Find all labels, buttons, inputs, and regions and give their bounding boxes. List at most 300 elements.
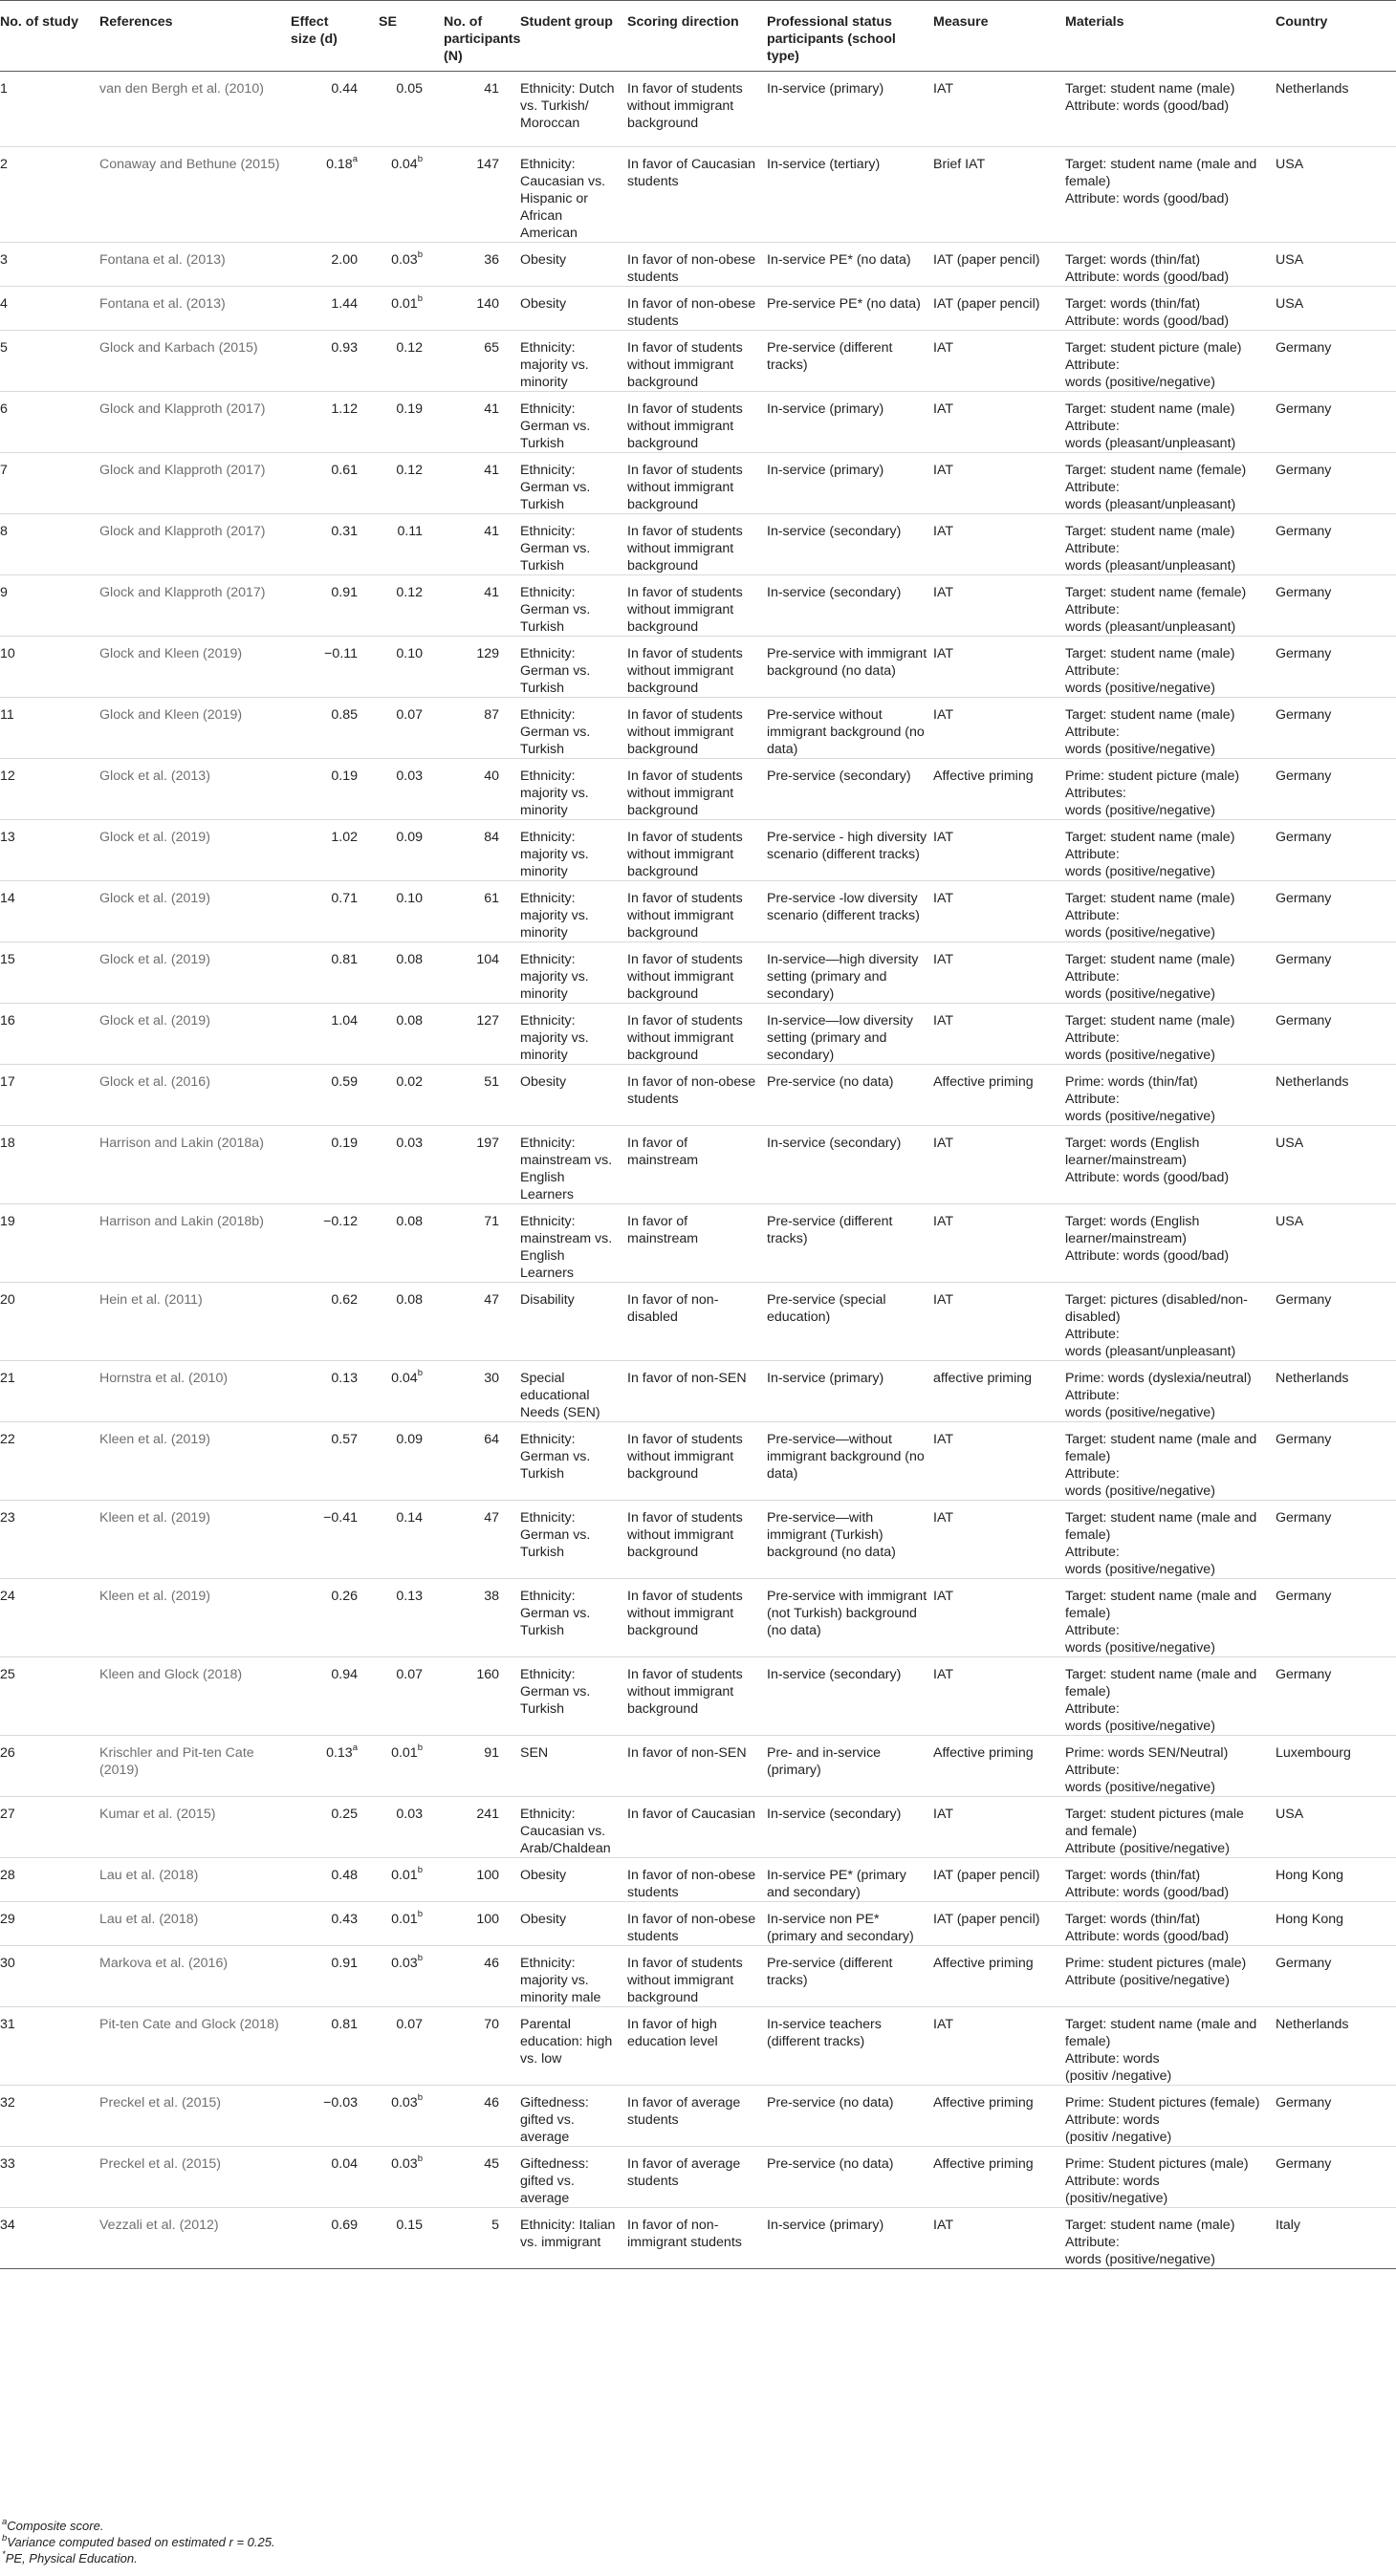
cell-measure: IAT: [933, 1657, 1065, 1736]
cell-student-group: Disability: [520, 1283, 627, 1361]
cell-effect-size: [291, 2147, 379, 2208]
cell-participants: 40: [444, 759, 520, 820]
cell-professional-status: In-service (secondary): [767, 575, 933, 637]
cell-study-no: 28: [0, 1858, 99, 1902]
table-row: [0, 1797, 1396, 1858]
se-footnote-mark: b: [417, 2154, 423, 2165]
cell-materials: [1065, 1736, 1276, 1797]
cell-participants: 38: [444, 1579, 520, 1657]
se-value: 0.01: [391, 1745, 418, 1761]
cell-effect-size: [291, 698, 379, 759]
cell-measure: IAT: [933, 1797, 1065, 1858]
materials-line: (positiv /negative): [1065, 2130, 1172, 2145]
cell-country: USA: [1276, 1797, 1396, 1858]
cell-scoring-direction: In favor of non-obese students: [627, 1902, 767, 1946]
cell-measure: IAT: [933, 331, 1065, 392]
cell-scoring-direction: In favor of students without immigrant background: [627, 1004, 767, 1065]
cell-reference: Glock and Klapproth (2017): [99, 514, 291, 575]
effect-size-value: 0.19: [331, 1136, 358, 1151]
cell-effect-size: [291, 575, 379, 637]
se-footnote-mark: b: [417, 2092, 423, 2104]
cell-se: [379, 575, 444, 637]
cell-materials: [1065, 1657, 1276, 1736]
cell-participants: 36: [444, 243, 520, 287]
materials-line: words (positive/negative): [1065, 681, 1215, 696]
cell-participants: 100: [444, 1902, 520, 1946]
cell-se: [379, 2007, 444, 2086]
effect-size-value: 2.00: [331, 252, 358, 268]
cell-professional-status: Pre-service with immigrant background (no data): [767, 637, 933, 698]
cell-professional-status: In-service (primary): [767, 1361, 933, 1422]
cell-scoring-direction: In favor of non-obese students: [627, 243, 767, 287]
cell-materials: [1065, 637, 1276, 698]
col-header-country: Country: [1276, 1, 1396, 72]
cell-se: [379, 1501, 444, 1579]
effect-size-value: 0.93: [331, 340, 358, 356]
cell-country: USA: [1276, 1204, 1396, 1283]
cell-reference: Kleen et al. (2019): [99, 1501, 291, 1579]
materials-line: words (pleasant/unpleasant): [1065, 619, 1236, 635]
materials-line: Target: words (thin/fat): [1065, 296, 1201, 312]
cell-se: [379, 698, 444, 759]
cell-student-group: Ethnicity: mainstream vs. English Learners: [520, 1126, 627, 1204]
cell-country: USA: [1276, 147, 1396, 243]
materials-line: Target: student name (male and female): [1065, 157, 1257, 189]
table-row: [0, 1204, 1396, 1283]
cell-student-group: Ethnicity: Dutch vs. Turkish/ Moroccan: [520, 72, 627, 147]
table-row: [0, 2147, 1396, 2208]
cell-se: [379, 1946, 444, 2007]
cell-professional-status: In-service non PE* (primary and secondary): [767, 1902, 933, 1946]
cell-measure: IAT: [933, 514, 1065, 575]
cell-measure: Affective priming: [933, 1946, 1065, 2007]
cell-participants: 241: [444, 1797, 520, 1858]
cell-reference: van den Bergh et al. (2010): [99, 72, 291, 147]
cell-scoring-direction: In favor of average students: [627, 2147, 767, 2208]
cell-materials: [1065, 331, 1276, 392]
se-value: 0.11: [397, 524, 423, 539]
cell-country: Hong Kong: [1276, 1902, 1396, 1946]
materials-line: (positiv /negative): [1065, 2068, 1172, 2084]
materials-line: Attribute:: [1065, 1327, 1120, 1342]
table-row: [0, 453, 1396, 514]
table-row: [0, 1065, 1396, 1126]
materials-line: Attribute:: [1065, 908, 1120, 923]
cell-country: Germany: [1276, 453, 1396, 514]
table-row: [0, 331, 1396, 392]
cell-participants: 47: [444, 1283, 520, 1361]
materials-line: Target: words (thin/fat): [1065, 252, 1201, 268]
cell-effect-size: [291, 2086, 379, 2147]
cell-se: [379, 392, 444, 453]
effect-size-footnote-mark: a: [352, 1743, 358, 1754]
cell-country: Germany: [1276, 2086, 1396, 2147]
cell-measure: IAT: [933, 1501, 1065, 1579]
cell-materials: [1065, 2208, 1276, 2269]
cell-country: Germany: [1276, 575, 1396, 637]
effect-size-value: 0.91: [331, 585, 358, 600]
cell-country: Germany: [1276, 698, 1396, 759]
materials-line: Prime: Student pictures (female): [1065, 2095, 1260, 2111]
cell-student-group: Ethnicity: German vs. Turkish: [520, 453, 627, 514]
cell-se: [379, 1657, 444, 1736]
cell-measure: IAT: [933, 820, 1065, 881]
cell-reference: Preckel et al. (2015): [99, 2147, 291, 2208]
materials-line: Target: student name (male): [1065, 646, 1235, 661]
col-header-references: References: [99, 1, 291, 72]
cell-reference: Glock et al. (2019): [99, 820, 291, 881]
cell-se: [379, 453, 444, 514]
effect-size-value: 1.12: [331, 401, 358, 417]
cell-participants: 41: [444, 392, 520, 453]
materials-line: Target: student name (male and female): [1065, 2017, 1257, 2049]
cell-measure: IAT: [933, 72, 1065, 147]
cell-effect-size: [291, 1797, 379, 1858]
cell-se: [379, 1797, 444, 1858]
materials-line: words (positive/negative): [1065, 1048, 1215, 1063]
cell-reference: Glock and Kleen (2019): [99, 698, 291, 759]
cell-student-group: Obesity: [520, 1858, 627, 1902]
materials-line: Attribute:: [1065, 357, 1120, 373]
cell-professional-status: In-service—high diversity setting (primary and secondary): [767, 942, 933, 1004]
cell-study-no: 30: [0, 1946, 99, 2007]
cell-student-group: Ethnicity: German vs. Turkish: [520, 1657, 627, 1736]
materials-line: Attribute:: [1065, 1092, 1120, 1107]
cell-materials: [1065, 1501, 1276, 1579]
cell-measure: IAT (paper pencil): [933, 1858, 1065, 1902]
cell-reference: Glock and Kleen (2019): [99, 637, 291, 698]
materials-line: Target: student name (male and female): [1065, 1667, 1257, 1699]
cell-se: [379, 514, 444, 575]
cell-materials: [1065, 1579, 1276, 1657]
cell-reference: Glock and Karbach (2015): [99, 331, 291, 392]
cell-participants: 41: [444, 575, 520, 637]
table-row: [0, 2208, 1396, 2269]
cell-country: Germany: [1276, 820, 1396, 881]
materials-line: Target: student picture (male): [1065, 340, 1242, 356]
materials-line: Target: student name (male): [1065, 1013, 1235, 1028]
cell-scoring-direction: In favor of non-obese students: [627, 1858, 767, 1902]
materials-line: Target: student name (male): [1065, 830, 1235, 845]
cell-se: [379, 1004, 444, 1065]
cell-measure: IAT: [933, 1579, 1065, 1657]
cell-se: [379, 1283, 444, 1361]
se-value: 0.12: [396, 340, 423, 356]
cell-measure: IAT: [933, 942, 1065, 1004]
se-value: 0.12: [396, 585, 423, 600]
se-value: 0.09: [396, 1432, 423, 1447]
se-value: 0.10: [396, 891, 423, 906]
cell-reference: Harrison and Lakin (2018a): [99, 1126, 291, 1204]
se-value: 0.04: [391, 1371, 418, 1386]
cell-student-group: Ethnicity: German vs. Turkish: [520, 698, 627, 759]
materials-line: Attribute: words (good/bad): [1065, 314, 1230, 329]
cell-country: USA: [1276, 287, 1396, 331]
cell-scoring-direction: In favor of non-disabled: [627, 1283, 767, 1361]
materials-line: Attributes:: [1065, 786, 1126, 801]
cell-professional-status: In-service (tertiary): [767, 147, 933, 243]
materials-line: words (positive/negative): [1065, 1780, 1215, 1795]
cell-country: Germany: [1276, 1283, 1396, 1361]
se-footnote-mark: b: [417, 293, 423, 305]
cell-scoring-direction: In favor of non-SEN: [627, 1361, 767, 1422]
cell-professional-status: In-service (secondary): [767, 514, 933, 575]
cell-professional-status: Pre-service—with immigrant (Turkish) background (no data): [767, 1501, 933, 1579]
table-row: [0, 1579, 1396, 1657]
cell-professional-status: Pre- and in-service (primary): [767, 1736, 933, 1797]
cell-country: Germany: [1276, 1422, 1396, 1501]
materials-line: (positiv/negative): [1065, 2191, 1168, 2206]
materials-line: Attribute: words: [1065, 2174, 1160, 2189]
cell-reference: Kleen et al. (2019): [99, 1579, 291, 1657]
se-footnote-mark: b: [417, 249, 423, 261]
cell-scoring-direction: In favor of students without immigrant background: [627, 1579, 767, 1657]
cell-measure: Affective priming: [933, 2147, 1065, 2208]
cell-se: [379, 331, 444, 392]
effect-size-value: 0.69: [331, 2218, 358, 2233]
cell-measure: IAT: [933, 1283, 1065, 1361]
cell-reference: Glock and Klapproth (2017): [99, 392, 291, 453]
se-value: 0.08: [396, 1214, 423, 1229]
cell-participants: 64: [444, 1422, 520, 1501]
cell-country: Netherlands: [1276, 72, 1396, 147]
effect-size-value: 0.62: [331, 1292, 358, 1308]
table-row: [0, 1361, 1396, 1422]
cell-study-no: 1: [0, 72, 99, 147]
footnote-mark: b: [2, 2532, 8, 2544]
cell-student-group: Ethnicity: mainstream vs. English Learners: [520, 1204, 627, 1283]
cell-participants: 127: [444, 1004, 520, 1065]
footnote-mark: *: [2, 2548, 6, 2560]
cell-scoring-direction: In favor of non-obese students: [627, 1065, 767, 1126]
cell-study-no: 8: [0, 514, 99, 575]
table-row: [0, 698, 1396, 759]
cell-scoring-direction: In favor of mainstream: [627, 1126, 767, 1204]
cell-effect-size: [291, 820, 379, 881]
col-header-participants: No. of participants (N): [444, 1, 520, 72]
cell-reference: Glock et al. (2019): [99, 881, 291, 942]
cell-study-no: 7: [0, 453, 99, 514]
se-value: 0.08: [396, 1292, 423, 1308]
materials-line: words (positive/negative): [1065, 1719, 1215, 1734]
cell-se: [379, 147, 444, 243]
cell-participants: 65: [444, 331, 520, 392]
materials-line: words (pleasant/unpleasant): [1065, 558, 1236, 574]
cell-measure: IAT: [933, 575, 1065, 637]
cell-reference: Fontana et al. (2013): [99, 243, 291, 287]
se-value: 0.12: [396, 463, 423, 478]
effect-size-value: 0.13: [331, 1371, 358, 1386]
cell-reference: Glock and Klapproth (2017): [99, 453, 291, 514]
cell-student-group: Giftedness: gifted vs. average: [520, 2147, 627, 2208]
effect-size-value: 0.85: [331, 707, 358, 723]
cell-effect-size: [291, 1065, 379, 1126]
cell-student-group: Parental education: high vs. low: [520, 2007, 627, 2086]
table-row: [0, 942, 1396, 1004]
footnote: [2, 2516, 104, 2534]
col-header-professional-status: Professional status participants (school type): [767, 1, 933, 72]
cell-professional-status: In-service—low diversity setting (primary and secondary): [767, 1004, 933, 1065]
cell-materials: [1065, 1065, 1276, 1126]
cell-se: [379, 1422, 444, 1501]
cell-professional-status: Pre-service PE* (no data): [767, 287, 933, 331]
materials-line: Attribute: words (good/bad): [1065, 98, 1230, 114]
cell-scoring-direction: In favor of students without immigrant background: [627, 942, 767, 1004]
cell-professional-status: In-service PE* (primary and secondary): [767, 1858, 933, 1902]
cell-study-no: 4: [0, 287, 99, 331]
cell-se: [379, 820, 444, 881]
effect-size-value: 0.94: [331, 1667, 358, 1682]
materials-line: Prime: Student pictures (male): [1065, 2156, 1249, 2172]
cell-country: Germany: [1276, 1946, 1396, 2007]
materials-line: Attribute:: [1065, 2235, 1120, 2250]
table-row: [0, 1004, 1396, 1065]
cell-reference: Pit-ten Cate and Glock (2018): [99, 2007, 291, 2086]
effect-size-value: 1.04: [331, 1013, 358, 1028]
materials-line: Target: student name (male): [1065, 2218, 1235, 2233]
col-header-measure: Measure: [933, 1, 1065, 72]
cell-student-group: Ethnicity: majority vs. minority: [520, 1004, 627, 1065]
cell-scoring-direction: In favor of students without immigrant background: [627, 698, 767, 759]
cell-reference: Harrison and Lakin (2018b): [99, 1204, 291, 1283]
cell-reference: Hein et al. (2011): [99, 1283, 291, 1361]
col-header-no: No. of study: [0, 1, 99, 72]
cell-se: [379, 2086, 444, 2147]
cell-effect-size: [291, 1204, 379, 1283]
effect-size-value: 0.57: [331, 1432, 358, 1447]
materials-line: Attribute:: [1065, 1701, 1120, 1717]
cell-scoring-direction: In favor of students without immigrant background: [627, 881, 767, 942]
cell-student-group: Ethnicity: German vs. Turkish: [520, 1422, 627, 1501]
table-row: [0, 1902, 1396, 1946]
cell-scoring-direction: In favor of students without immigrant background: [627, 1946, 767, 2007]
materials-line: Target: student name (male and female): [1065, 1510, 1257, 1543]
cell-professional-status: Pre-service with immigrant (not Turkish) background (no data): [767, 1579, 933, 1657]
cell-scoring-direction: In favor of students without immigrant background: [627, 575, 767, 637]
materials-line: Attribute: words: [1065, 2051, 1160, 2067]
se-value: 0.13: [396, 1589, 423, 1604]
materials-line: words (positive/negative): [1065, 375, 1215, 390]
materials-line: Attribute:: [1065, 1388, 1120, 1403]
cell-measure: IAT: [933, 1126, 1065, 1204]
cell-reference: Conaway and Bethune (2015): [99, 147, 291, 243]
cell-student-group: Giftedness: gifted vs. average: [520, 2086, 627, 2147]
table-row: [0, 392, 1396, 453]
cell-study-no: 26: [0, 1736, 99, 1797]
materials-line: Attribute:: [1065, 419, 1120, 434]
se-value: 0.08: [396, 1013, 423, 1028]
cell-professional-status: Pre-service (different tracks): [767, 331, 933, 392]
materials-line: Target: words (English learner/mainstream): [1065, 1214, 1200, 1246]
cell-professional-status: In-service (secondary): [767, 1126, 933, 1204]
materials-line: Prime: student picture (male): [1065, 768, 1240, 784]
cell-measure: IAT (paper pencil): [933, 243, 1065, 287]
cell-effect-size: [291, 1736, 379, 1797]
footnote-text: Variance computed based on estimated r = 0.25.: [7, 2535, 275, 2549]
col-header-effect-size: Effect size (d): [291, 1, 379, 72]
cell-participants: 71: [444, 1204, 520, 1283]
cell-study-no: 25: [0, 1657, 99, 1736]
cell-reference: Glock and Klapproth (2017): [99, 575, 291, 637]
cell-student-group: Obesity: [520, 1902, 627, 1946]
col-header-student-group: Student group: [520, 1, 627, 72]
cell-materials: [1065, 698, 1276, 759]
se-value: 0.03: [391, 2095, 418, 2111]
cell-materials: [1065, 942, 1276, 1004]
materials-line: words (positive/negative): [1065, 803, 1215, 818]
cell-country: Italy: [1276, 2208, 1396, 2269]
table-row: [0, 1946, 1396, 2007]
cell-study-no: 10: [0, 637, 99, 698]
cell-participants: 41: [444, 72, 520, 147]
cell-participants: 70: [444, 2007, 520, 2086]
cell-reference: Glock et al. (2016): [99, 1065, 291, 1126]
cell-materials: [1065, 759, 1276, 820]
cell-scoring-direction: In favor of mainstream: [627, 1204, 767, 1283]
cell-student-group: SEN: [520, 1736, 627, 1797]
cell-professional-status: In-service (primary): [767, 72, 933, 147]
cell-scoring-direction: In favor of average students: [627, 2086, 767, 2147]
cell-participants: 51: [444, 1065, 520, 1126]
materials-line: words (pleasant/unpleasant): [1065, 1344, 1236, 1359]
cell-study-no: 17: [0, 1065, 99, 1126]
materials-line: Attribute: words (good/bad): [1065, 191, 1230, 206]
cell-effect-size: [291, 72, 379, 147]
effect-size-value: 1.44: [331, 296, 358, 312]
cell-study-no: 9: [0, 575, 99, 637]
cell-study-no: 33: [0, 2147, 99, 2208]
cell-reference: Glock et al. (2019): [99, 1004, 291, 1065]
cell-materials: [1065, 453, 1276, 514]
cell-reference: Fontana et al. (2013): [99, 287, 291, 331]
cell-se: [379, 759, 444, 820]
materials-line: words (pleasant/unpleasant): [1065, 497, 1236, 512]
materials-line: Prime: words (thin/fat): [1065, 1074, 1198, 1090]
cell-reference: Kleen et al. (2019): [99, 1422, 291, 1501]
cell-measure: affective priming: [933, 1361, 1065, 1422]
cell-study-no: 34: [0, 2208, 99, 2269]
cell-effect-size: [291, 243, 379, 287]
materials-line: Attribute:: [1065, 1545, 1120, 1560]
cell-country: Germany: [1276, 514, 1396, 575]
cell-professional-status: Pre-service - high diversity scenario (different tracks): [767, 820, 933, 881]
col-header-se: SE: [379, 1, 444, 72]
cell-participants: 197: [444, 1126, 520, 1204]
cell-country: Germany: [1276, 881, 1396, 942]
footnote: [2, 2548, 138, 2566]
materials-line: words (positive/negative): [1065, 986, 1215, 1002]
cell-student-group: Obesity: [520, 287, 627, 331]
cell-student-group: Ethnicity: majority vs. minority: [520, 820, 627, 881]
cell-student-group: Ethnicity: majority vs. minority: [520, 759, 627, 820]
materials-line: Prime: words SEN/Neutral): [1065, 1745, 1229, 1761]
cell-student-group: Ethnicity: German vs. Turkish: [520, 514, 627, 575]
cell-effect-size: [291, 1361, 379, 1422]
cell-student-group: Ethnicity: majority vs. minority: [520, 331, 627, 392]
cell-participants: 87: [444, 698, 520, 759]
table-row: [0, 759, 1396, 820]
materials-line: words (positive/negative): [1065, 2252, 1215, 2267]
col-header-scoring-direction: Scoring direction: [627, 1, 767, 72]
materials-line: words (positive/negative): [1065, 742, 1215, 757]
materials-line: Attribute:: [1065, 1623, 1120, 1638]
cell-study-no: 13: [0, 820, 99, 881]
cell-country: Germany: [1276, 392, 1396, 453]
cell-effect-size: [291, 881, 379, 942]
effect-size-value: 0.61: [331, 463, 358, 478]
effect-size-value: 0.19: [331, 768, 358, 784]
table-row: [0, 1501, 1396, 1579]
